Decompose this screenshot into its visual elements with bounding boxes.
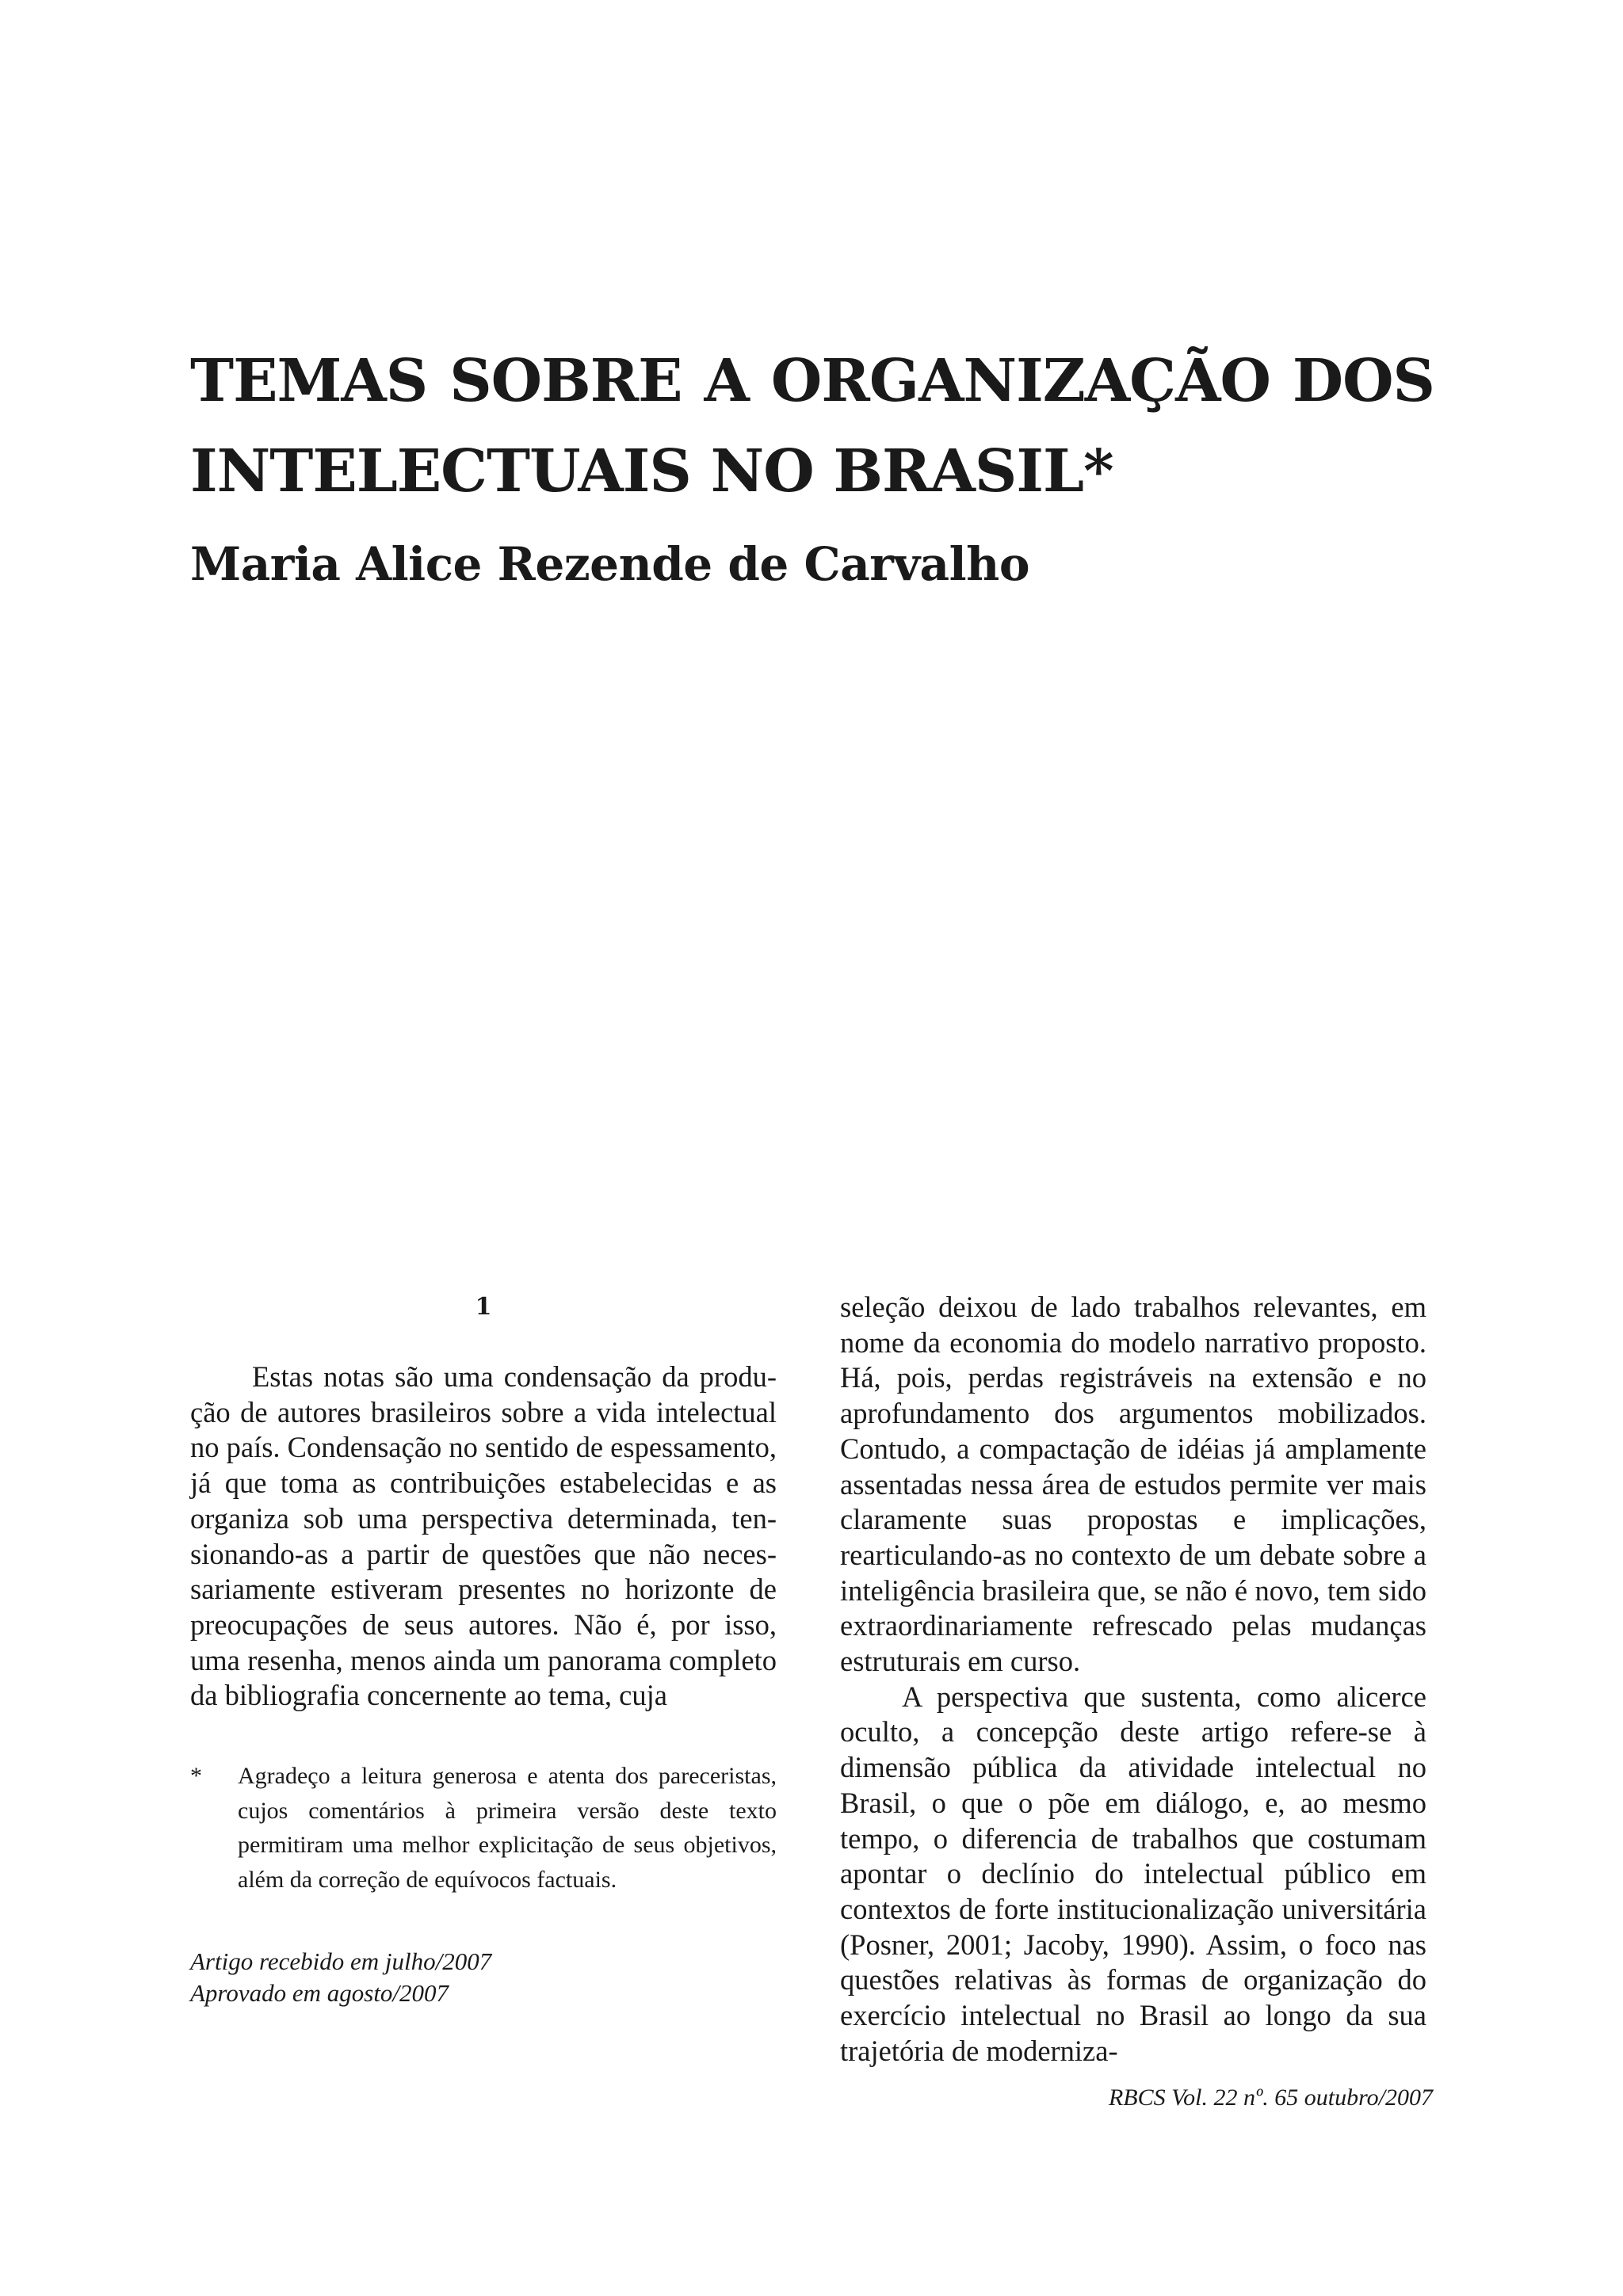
body-paragraph-continued: seleção deixou de lado trabalhos relevantes, em nome da economia do modelo narrativo proposto. Há, pois, perdas registráveis na extensão e no aprofundamento dos argumentos mobilizados. Contudo, a compactação de idéias já amplamente assentadas nessa área de estudos permite ver mais claramente suas propostas e implicações, rearticulando-as no contexto de um debate sobre a inteligência brasileira que, se não é novo, tem sido extraordinariamente refrescado pelas mudanças estruturais em curso. xyxy=(840,1291,1426,1678)
body-paragraph-1: Estas notas são uma condensação da produção de autores brasileiros sobre a vida intelectual no país. Condensação no sentido de espessamento, já que toma as contribuições estabelecidas e as organiza sob uma perspectiva determinada, tensionando-as a partir de questões que não necessariamente estiveram presentes no horizonte de preocupações de seus autores. Não é, por isso, uma resenha, menos ainda um panorama completo da bibliografia concernente ao tema, cuja xyxy=(190,1360,777,1712)
received-date: Artigo recebido em julho/2007 xyxy=(190,1947,492,1975)
footnote xyxy=(190,1759,777,1897)
article-title-line-1: TEMAS SOBRE A ORGANIZAÇÃO DOS xyxy=(190,347,1434,415)
article-author: Maria Alice Rezende de Carvalho xyxy=(190,537,1030,591)
submission-dates xyxy=(190,1946,491,2009)
right-column xyxy=(840,1290,1426,2069)
article-title-line-2: INTELECTUAIS NO BRASIL* xyxy=(190,437,1113,505)
article-title xyxy=(190,336,1434,517)
footnote-text: Agradeço a leitura generosa e atenta dos pareceristas, cujos comentários à primeira versão deste texto permitiram uma melhor explicitação de seus objetivos, além da correção de equívocos factuais. xyxy=(238,1763,777,1893)
running-footer: RBCS Vol. 22 nº. 65 outubro/2007 xyxy=(1108,2084,1433,2111)
approved-date: Aprovado em agosto/2007 xyxy=(190,1979,449,2007)
body-paragraph-2: A perspectiva que sustenta, como alicerce oculto, a concepção deste artigo refere-se à dimensão pública da atividade intelectual no Brasil, o que o põe em diálogo, e, ao mesmo tempo, o diferencia de trabalhos que costumam apontar o declínio do intelectual público em contextos de forte institucionalização universitária (Posner, 2001; Jacoby, 1990). Assim, o foco nas questões relativas às formas de organização do exercício intelectual no Brasil ao longo da sua trajetória de moderniza- xyxy=(840,1680,1426,2067)
footnote-marker: * xyxy=(190,1763,202,1789)
left-column xyxy=(190,1290,777,1714)
section-number: 1 xyxy=(475,1293,492,1321)
